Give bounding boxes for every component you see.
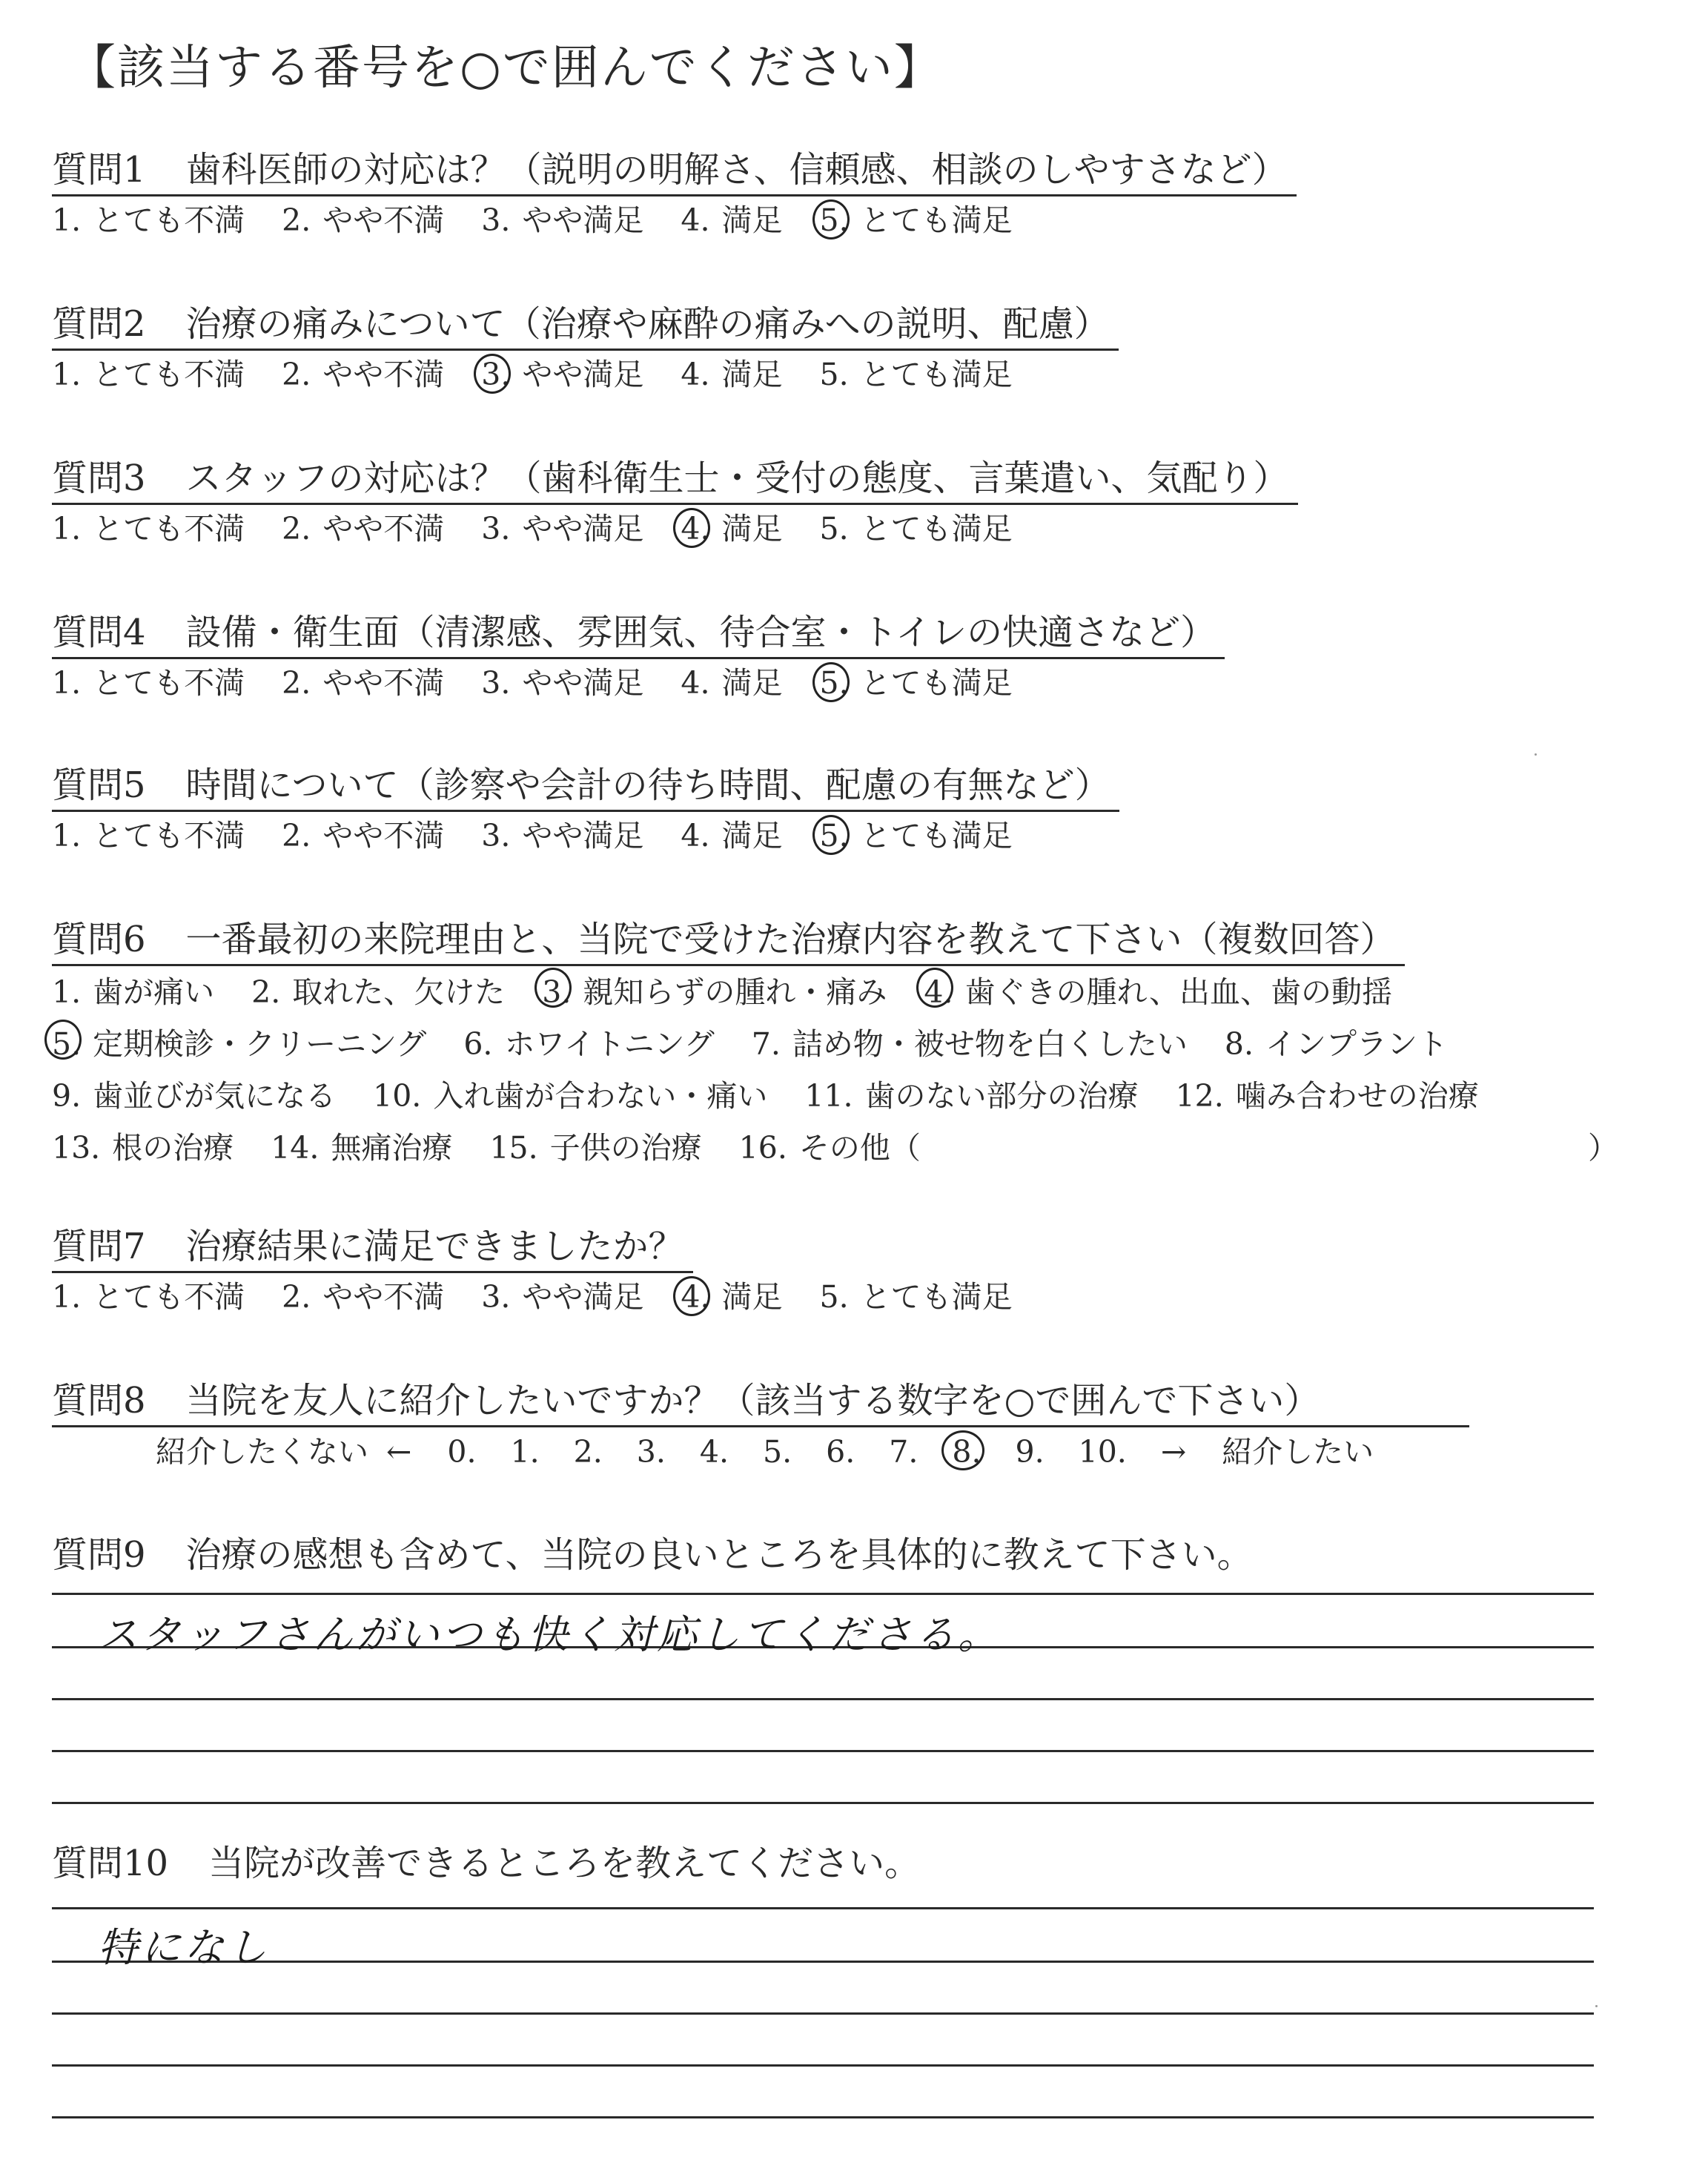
option-label: 詰め物・被せ物を白くしたい <box>792 1026 1188 1062</box>
question-8-text: 当院を友人に紹介したいですか？（該当する数字を○で囲んで下さい） <box>185 1380 1320 1421</box>
question-3-number: 質問3 <box>52 458 146 499</box>
option-label: ホワイトニング <box>504 1026 715 1062</box>
option-label: とても満足 <box>860 1279 1013 1315</box>
scale-right-arrow: → <box>1160 1434 1187 1470</box>
option-label: 無痛治療 <box>331 1130 453 1166</box>
reason-option[interactable] <box>463 1018 714 1070</box>
scale-option[interactable]: 0. <box>447 1434 477 1470</box>
rating-option-3[interactable] <box>481 661 643 705</box>
option-number: 5. <box>820 661 849 705</box>
option-label: やや不満 <box>322 1279 445 1315</box>
question-7-options <box>52 1275 1668 1319</box>
rating-option-2[interactable] <box>282 1275 444 1319</box>
question-1-options <box>52 198 1668 242</box>
option-number: 4. <box>681 1275 709 1319</box>
option-number: 16. <box>738 1130 787 1166</box>
option-label: 取れた、欠けた <box>292 974 506 1010</box>
scale-option[interactable]: 4. <box>699 1434 729 1470</box>
scale-option[interactable]: 1. <box>510 1434 540 1470</box>
question-10 <box>52 1839 1668 1971</box>
option-number: 1. <box>52 202 82 238</box>
answer-line <box>52 1698 1594 1700</box>
reason-option[interactable] <box>1176 1070 1479 1122</box>
option-label: 定期検診・クリーニング <box>93 1026 427 1062</box>
option-label: やや不満 <box>322 818 445 853</box>
reason-option[interactable] <box>489 1122 701 1174</box>
option-number: 11. <box>804 1078 853 1114</box>
question-7-title <box>52 1222 693 1273</box>
rating-option-3[interactable] <box>481 813 643 858</box>
option-label: とても不満 <box>93 1279 245 1315</box>
question-4-text: 設備・衛生面（清潔感、雰囲気、待合室・トイレの快適さなど） <box>185 612 1217 653</box>
instruction-heading: 【該当する番号を○で囲んでください】 <box>68 41 943 96</box>
rating-option-3[interactable] <box>481 198 643 242</box>
option-label: その他（ <box>798 1130 921 1166</box>
rating-option-4[interactable] <box>681 661 782 705</box>
option-label: とても満足 <box>860 511 1013 546</box>
option-label: とても満足 <box>860 665 1013 701</box>
question-1 <box>52 145 1668 242</box>
option-label: やや不満 <box>322 202 445 238</box>
option-number: 1. <box>52 357 82 392</box>
option-number: 8. <box>1224 1026 1254 1062</box>
reason-option[interactable] <box>542 966 887 1018</box>
answer-line <box>52 2012 1594 2015</box>
question-5-number: 質問5 <box>52 764 146 806</box>
option-label: 根の治療 <box>112 1130 234 1166</box>
question-2 <box>52 300 1668 397</box>
answer-line <box>52 2064 1594 2067</box>
option-number: 2. <box>282 357 311 392</box>
option-number: 3. <box>481 665 511 701</box>
rating-option-4[interactable] <box>681 813 782 858</box>
rating-option-1[interactable] <box>52 198 245 242</box>
question-7-text: 治療結果に満足できましたか？ <box>185 1226 684 1267</box>
reason-option[interactable] <box>52 1122 234 1174</box>
option-label: とても不満 <box>93 202 245 238</box>
scale-option[interactable]: 6. <box>826 1434 855 1470</box>
option-number: 5. <box>819 1279 849 1315</box>
option-number: 15. <box>489 1130 538 1166</box>
option-number: 12. <box>1175 1078 1224 1114</box>
option-number: 4. <box>681 506 709 551</box>
question-7 <box>52 1222 1668 1319</box>
question-6-text: 一番最初の来院理由と、当院で受けた治療内容を教えて下さい（複数回答） <box>185 919 1396 960</box>
question-4 <box>52 608 1668 705</box>
option-label: やや不満 <box>322 665 445 701</box>
option-label: 満足 <box>721 665 783 701</box>
option-label: やや満足 <box>522 202 644 238</box>
answer-line <box>52 2116 1594 2118</box>
question-9 <box>52 1530 1668 1658</box>
option-number: 4. <box>681 818 710 853</box>
option-label: インプラント <box>1265 1026 1448 1062</box>
option-number: 4. <box>681 357 710 392</box>
answer-line <box>52 1593 1594 1595</box>
question-3 <box>52 454 1668 551</box>
option-label: やや満足 <box>522 665 644 701</box>
scale-right-label: 紹介したい <box>1222 1434 1374 1470</box>
option-number: 2. <box>282 818 311 853</box>
question-6-row <box>52 1122 1668 1174</box>
question-4-options <box>52 661 1668 705</box>
option-label: とても満足 <box>860 818 1013 853</box>
question-5-title <box>52 761 1119 812</box>
scale-option[interactable]: 8. <box>952 1427 981 1476</box>
question-6-row <box>52 1018 1668 1070</box>
rating-option-3[interactable] <box>481 352 643 397</box>
option-label: 子供の治療 <box>549 1130 702 1166</box>
question-10-handwritten-answer: 特になし <box>98 1924 270 1971</box>
rating-option-1[interactable] <box>52 1275 245 1319</box>
rating-option-4[interactable] <box>681 1275 782 1319</box>
question-5-text: 時間について（診察や会計の待ち時間、配慮の有無など） <box>185 764 1110 806</box>
question-10-number: 質問10 <box>52 1843 169 1884</box>
question-9-title <box>52 1530 1668 1579</box>
rating-option-4[interactable] <box>681 352 782 397</box>
question-5-options <box>52 813 1668 858</box>
option-number: 3. <box>481 352 510 397</box>
question-1-text: 歯科医師の対応は？（説明の明解さ、信頼感、相談のしやすさなど） <box>185 149 1288 191</box>
answer-line <box>52 1802 1594 1804</box>
question-8 <box>52 1376 1668 1476</box>
reason-option[interactable] <box>52 1018 426 1070</box>
option-number: 4. <box>681 665 710 701</box>
option-label: やや不満 <box>322 357 445 392</box>
question-6-number: 質問6 <box>52 919 146 960</box>
question-10-text: 当院が改善できるところを教えてください。 <box>208 1843 921 1884</box>
question-3-options <box>52 506 1668 551</box>
scan-speck <box>1535 753 1537 756</box>
option-number: 3. <box>481 202 511 238</box>
option-label: とても満足 <box>860 357 1013 392</box>
answer-line <box>52 1961 1594 1963</box>
option-number: 5. <box>819 357 849 392</box>
recommend-scale <box>156 1427 1668 1476</box>
reason-option[interactable] <box>373 1070 767 1122</box>
rating-option-5[interactable] <box>820 198 1013 242</box>
option-label: やや満足 <box>522 357 644 392</box>
rating-option-3[interactable] <box>481 506 643 551</box>
option-label: 歯のない部分の治療 <box>864 1078 1139 1114</box>
question-1-number: 質問1 <box>52 149 146 191</box>
rating-option-2[interactable] <box>282 661 444 705</box>
scale-option[interactable]: 3. <box>636 1434 666 1470</box>
option-number: 2. <box>251 974 281 1010</box>
rating-option-2[interactable] <box>282 813 444 858</box>
question-9-number: 質問9 <box>52 1534 146 1576</box>
option-number: 9. <box>52 1078 82 1114</box>
option-number: 5. <box>819 511 849 546</box>
question-6 <box>52 915 1668 1174</box>
option-number: 13. <box>52 1130 101 1166</box>
option-label: やや満足 <box>522 818 644 853</box>
scale-option[interactable]: 5. <box>762 1434 792 1470</box>
option-label: 噛み合わせの治療 <box>1235 1078 1479 1114</box>
rating-option-2[interactable] <box>282 506 444 551</box>
option-label: 満足 <box>721 202 783 238</box>
scale-left-arrow: ← <box>386 1434 412 1470</box>
option-label: 入れ歯が合わない・痛い <box>433 1078 768 1114</box>
rating-option-1[interactable] <box>52 661 245 705</box>
option-label: 満足 <box>721 1279 783 1315</box>
rating-option-1[interactable] <box>52 506 245 551</box>
option-number: 1. <box>52 1279 82 1315</box>
scale-option[interactable]: 7. <box>889 1434 918 1470</box>
rating-option-5[interactable] <box>820 1275 1013 1319</box>
option-number: 7. <box>751 1026 781 1062</box>
option-number: 2. <box>282 665 311 701</box>
option-label: とても不満 <box>93 665 245 701</box>
option-number: 2. <box>282 511 311 546</box>
option-label: とても不満 <box>93 511 245 546</box>
option-number: 10. <box>373 1078 422 1114</box>
reason-option[interactable] <box>1225 1018 1448 1070</box>
option-number: 6. <box>463 1026 493 1062</box>
option-number: 3. <box>481 818 511 853</box>
option-number: 3. <box>481 511 511 546</box>
option-label: 歯ぐきの腫れ、出血、歯の動揺 <box>964 974 1392 1010</box>
reason-option[interactable] <box>271 1122 452 1174</box>
option-label: 親知らずの腫れ・痛み <box>583 974 887 1010</box>
option-number: 5. <box>820 198 849 242</box>
rating-option-5[interactable] <box>820 813 1013 858</box>
option-label: とても満足 <box>860 202 1013 238</box>
rating-option-2[interactable] <box>282 198 444 242</box>
question-2-options <box>52 352 1668 397</box>
option-number: 2. <box>282 1279 311 1315</box>
rating-option-5[interactable] <box>820 661 1013 705</box>
rating-option-1[interactable] <box>52 352 245 397</box>
question-6-title <box>52 915 1405 966</box>
question-7-number: 質問7 <box>52 1226 146 1267</box>
option-label: とても不満 <box>93 818 245 853</box>
scale-option[interactable]: 2. <box>573 1434 603 1470</box>
rating-option-3[interactable] <box>481 1275 643 1319</box>
option-number: 2. <box>282 202 311 238</box>
scale-option[interactable]: 10. <box>1078 1434 1127 1470</box>
rating-option-1[interactable] <box>52 813 245 858</box>
question-8-number: 質問8 <box>52 1380 146 1421</box>
option-label: やや満足 <box>522 511 644 546</box>
question-2-title <box>52 300 1119 351</box>
option-number: 3. <box>481 1279 511 1315</box>
question-3-title <box>52 454 1298 505</box>
question-6-row <box>52 1070 1668 1122</box>
reason-option[interactable] <box>739 1122 921 1174</box>
question-1-title <box>52 145 1297 196</box>
reason-option[interactable] <box>752 1018 1188 1070</box>
reason-option[interactable] <box>924 966 1392 1018</box>
rating-option-4[interactable] <box>681 506 782 551</box>
question-2-number: 質問2 <box>52 303 146 345</box>
option-number: 1. <box>52 511 82 546</box>
question-10-title <box>52 1839 1668 1888</box>
rating-option-5[interactable] <box>820 506 1013 551</box>
option-number: 1. <box>52 665 82 701</box>
option-number: 5. <box>820 813 849 858</box>
rating-option-4[interactable] <box>681 198 782 242</box>
rating-option-2[interactable] <box>282 352 444 397</box>
other-close-paren: ） <box>1588 1130 1618 1166</box>
option-number: 1. <box>52 818 82 853</box>
option-label: 満足 <box>721 818 783 853</box>
option-number: 3. <box>542 966 571 1018</box>
question-6-options <box>52 966 1668 1174</box>
answer-line <box>52 1907 1594 1909</box>
rating-option-5[interactable] <box>820 352 1013 397</box>
question-5 <box>52 761 1668 858</box>
option-number: 4. <box>681 202 710 238</box>
scale-left-label: 紹介したくない <box>156 1434 368 1470</box>
option-label: やや満足 <box>522 1279 644 1315</box>
option-label: 満足 <box>721 511 783 546</box>
reason-option[interactable] <box>804 1070 1138 1122</box>
scan-speck <box>1595 2005 1598 2007</box>
reason-option[interactable] <box>52 1070 336 1122</box>
option-number: 14. <box>271 1130 320 1166</box>
reason-option[interactable] <box>251 966 505 1018</box>
option-number: 4. <box>924 966 953 1018</box>
option-number: 5. <box>52 1018 81 1070</box>
question-9-text: 治療の感想も含めて、当院の良いところを具体的に教えて下さい。 <box>185 1534 1253 1576</box>
option-label: 歯が痛い <box>93 974 215 1010</box>
reason-option[interactable] <box>52 966 214 1018</box>
option-label: 歯並びが気になる <box>93 1078 337 1114</box>
scale-option[interactable]: 9. <box>1015 1434 1045 1470</box>
question-9-handwritten-answer: スタッフさんがいつも快く対応してくださる。 <box>98 1611 1001 1658</box>
question-2-text: 治療の痛みについて（治療や麻酔の痛みへの説明、配慮） <box>185 303 1110 345</box>
question-4-title <box>52 608 1225 659</box>
option-label: とても不満 <box>93 357 245 392</box>
question-8-title <box>52 1376 1469 1427</box>
question-3-text: スタッフの対応は？（歯科衛生士・受付の態度、言葉遣い、気配り） <box>185 458 1289 499</box>
option-label: やや不満 <box>322 511 445 546</box>
answer-line <box>52 1750 1594 1752</box>
question-6-row <box>52 966 1668 1018</box>
question-4-number: 質問4 <box>52 612 146 653</box>
option-label: 満足 <box>721 357 783 392</box>
option-number: 1. <box>52 974 82 1010</box>
